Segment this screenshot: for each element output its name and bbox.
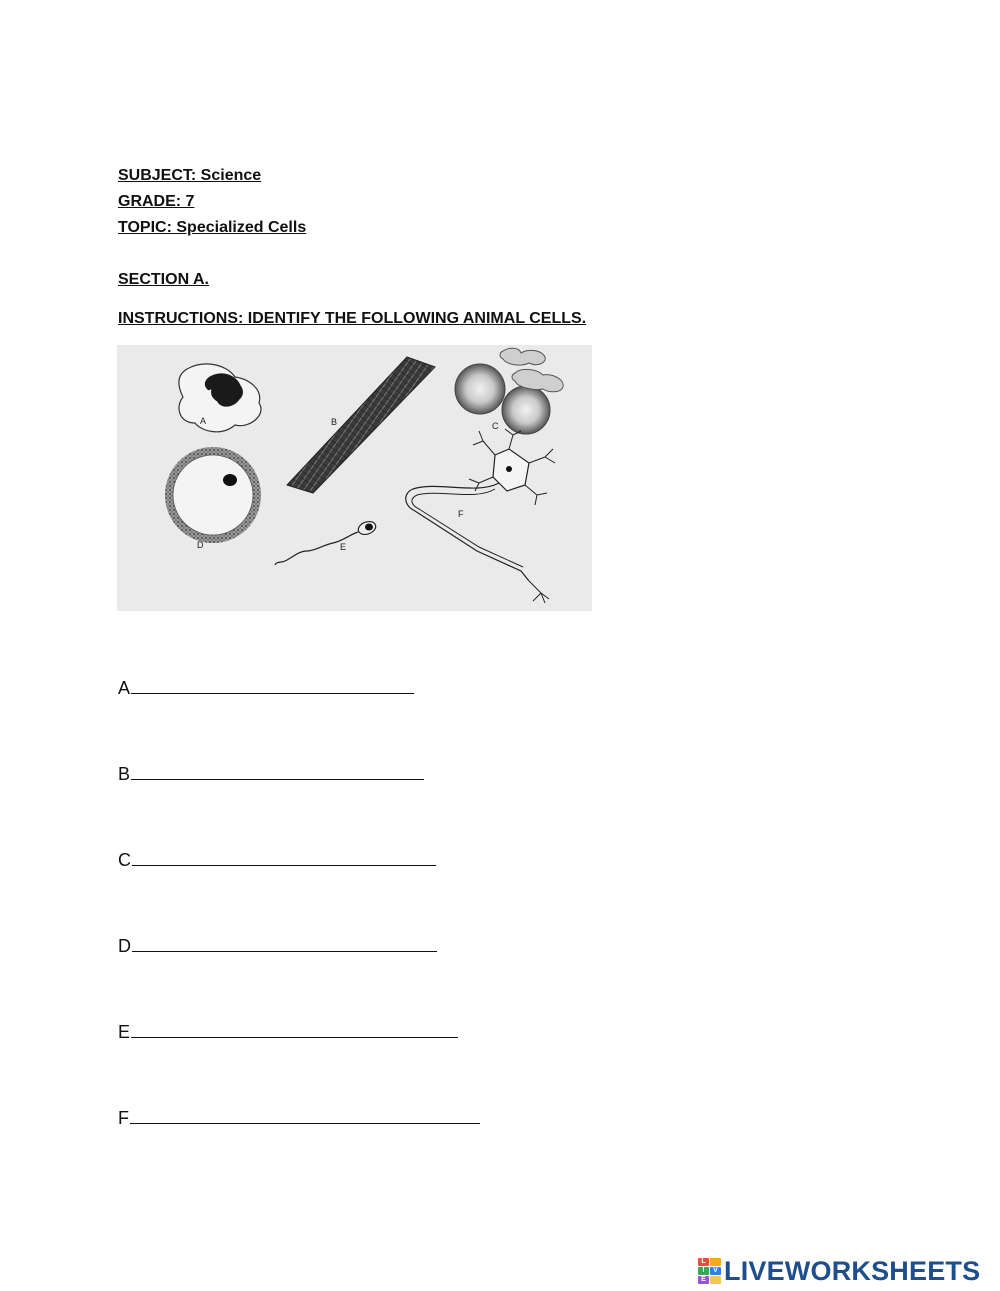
answer-d xyxy=(118,936,437,957)
cell-e-sperm-cell xyxy=(275,519,378,565)
answer-e-letter: E xyxy=(118,1022,131,1042)
answer-d-letter: D xyxy=(118,936,131,956)
answer-c-blank[interactable] xyxy=(132,864,436,866)
animal-cells-figure xyxy=(117,345,592,611)
logo-block: V xyxy=(710,1267,721,1275)
answer-c xyxy=(118,850,436,871)
section-heading: SECTION A. xyxy=(118,271,209,288)
liveworksheets-logo-mark xyxy=(698,1258,721,1284)
subject-heading: SUBJECT: Science xyxy=(118,167,262,184)
label-f: F xyxy=(458,509,464,519)
answer-b-letter: B xyxy=(118,764,131,784)
answer-a-letter: A xyxy=(118,678,131,698)
cell-c-red-blood-cells xyxy=(455,348,563,434)
answer-c-letter: C xyxy=(118,850,131,870)
label-d: D xyxy=(197,540,204,550)
logo-block xyxy=(710,1276,721,1284)
answer-b xyxy=(118,764,424,785)
answer-f xyxy=(118,1108,480,1129)
cell-b-muscle-cell xyxy=(287,357,435,493)
label-e: E xyxy=(340,542,347,552)
logo-block: I xyxy=(698,1267,709,1275)
answer-a-blank[interactable] xyxy=(131,692,414,694)
label-c: C xyxy=(492,421,499,431)
cell-f-nerve-cell xyxy=(406,429,555,603)
answer-a xyxy=(118,678,414,699)
cell-a-white-blood-cell xyxy=(179,364,261,432)
liveworksheets-logo xyxy=(698,1256,980,1286)
answer-e-blank[interactable] xyxy=(131,1036,458,1038)
logo-block xyxy=(710,1258,721,1266)
answer-e xyxy=(118,1022,458,1043)
answer-f-letter: F xyxy=(118,1108,129,1128)
topic-heading: TOPIC: Specialized Cells xyxy=(118,219,307,236)
cell-d-egg-cell xyxy=(165,447,261,550)
answer-b-blank[interactable] xyxy=(131,778,424,780)
label-a: A xyxy=(200,416,207,426)
answer-f-blank[interactable] xyxy=(130,1122,480,1124)
label-b: B xyxy=(331,417,338,427)
liveworksheets-brand-text: LIVEWORKSHEETS xyxy=(724,1255,981,1286)
logo-block: E xyxy=(698,1276,709,1284)
answer-d-blank[interactable] xyxy=(132,950,437,952)
grade-heading: GRADE: 7 xyxy=(118,193,195,210)
instructions-text: INSTRUCTIONS: IDENTIFY THE FOLLOWING ANIMAL CELLS. xyxy=(118,310,587,327)
logo-block: L xyxy=(698,1258,709,1266)
